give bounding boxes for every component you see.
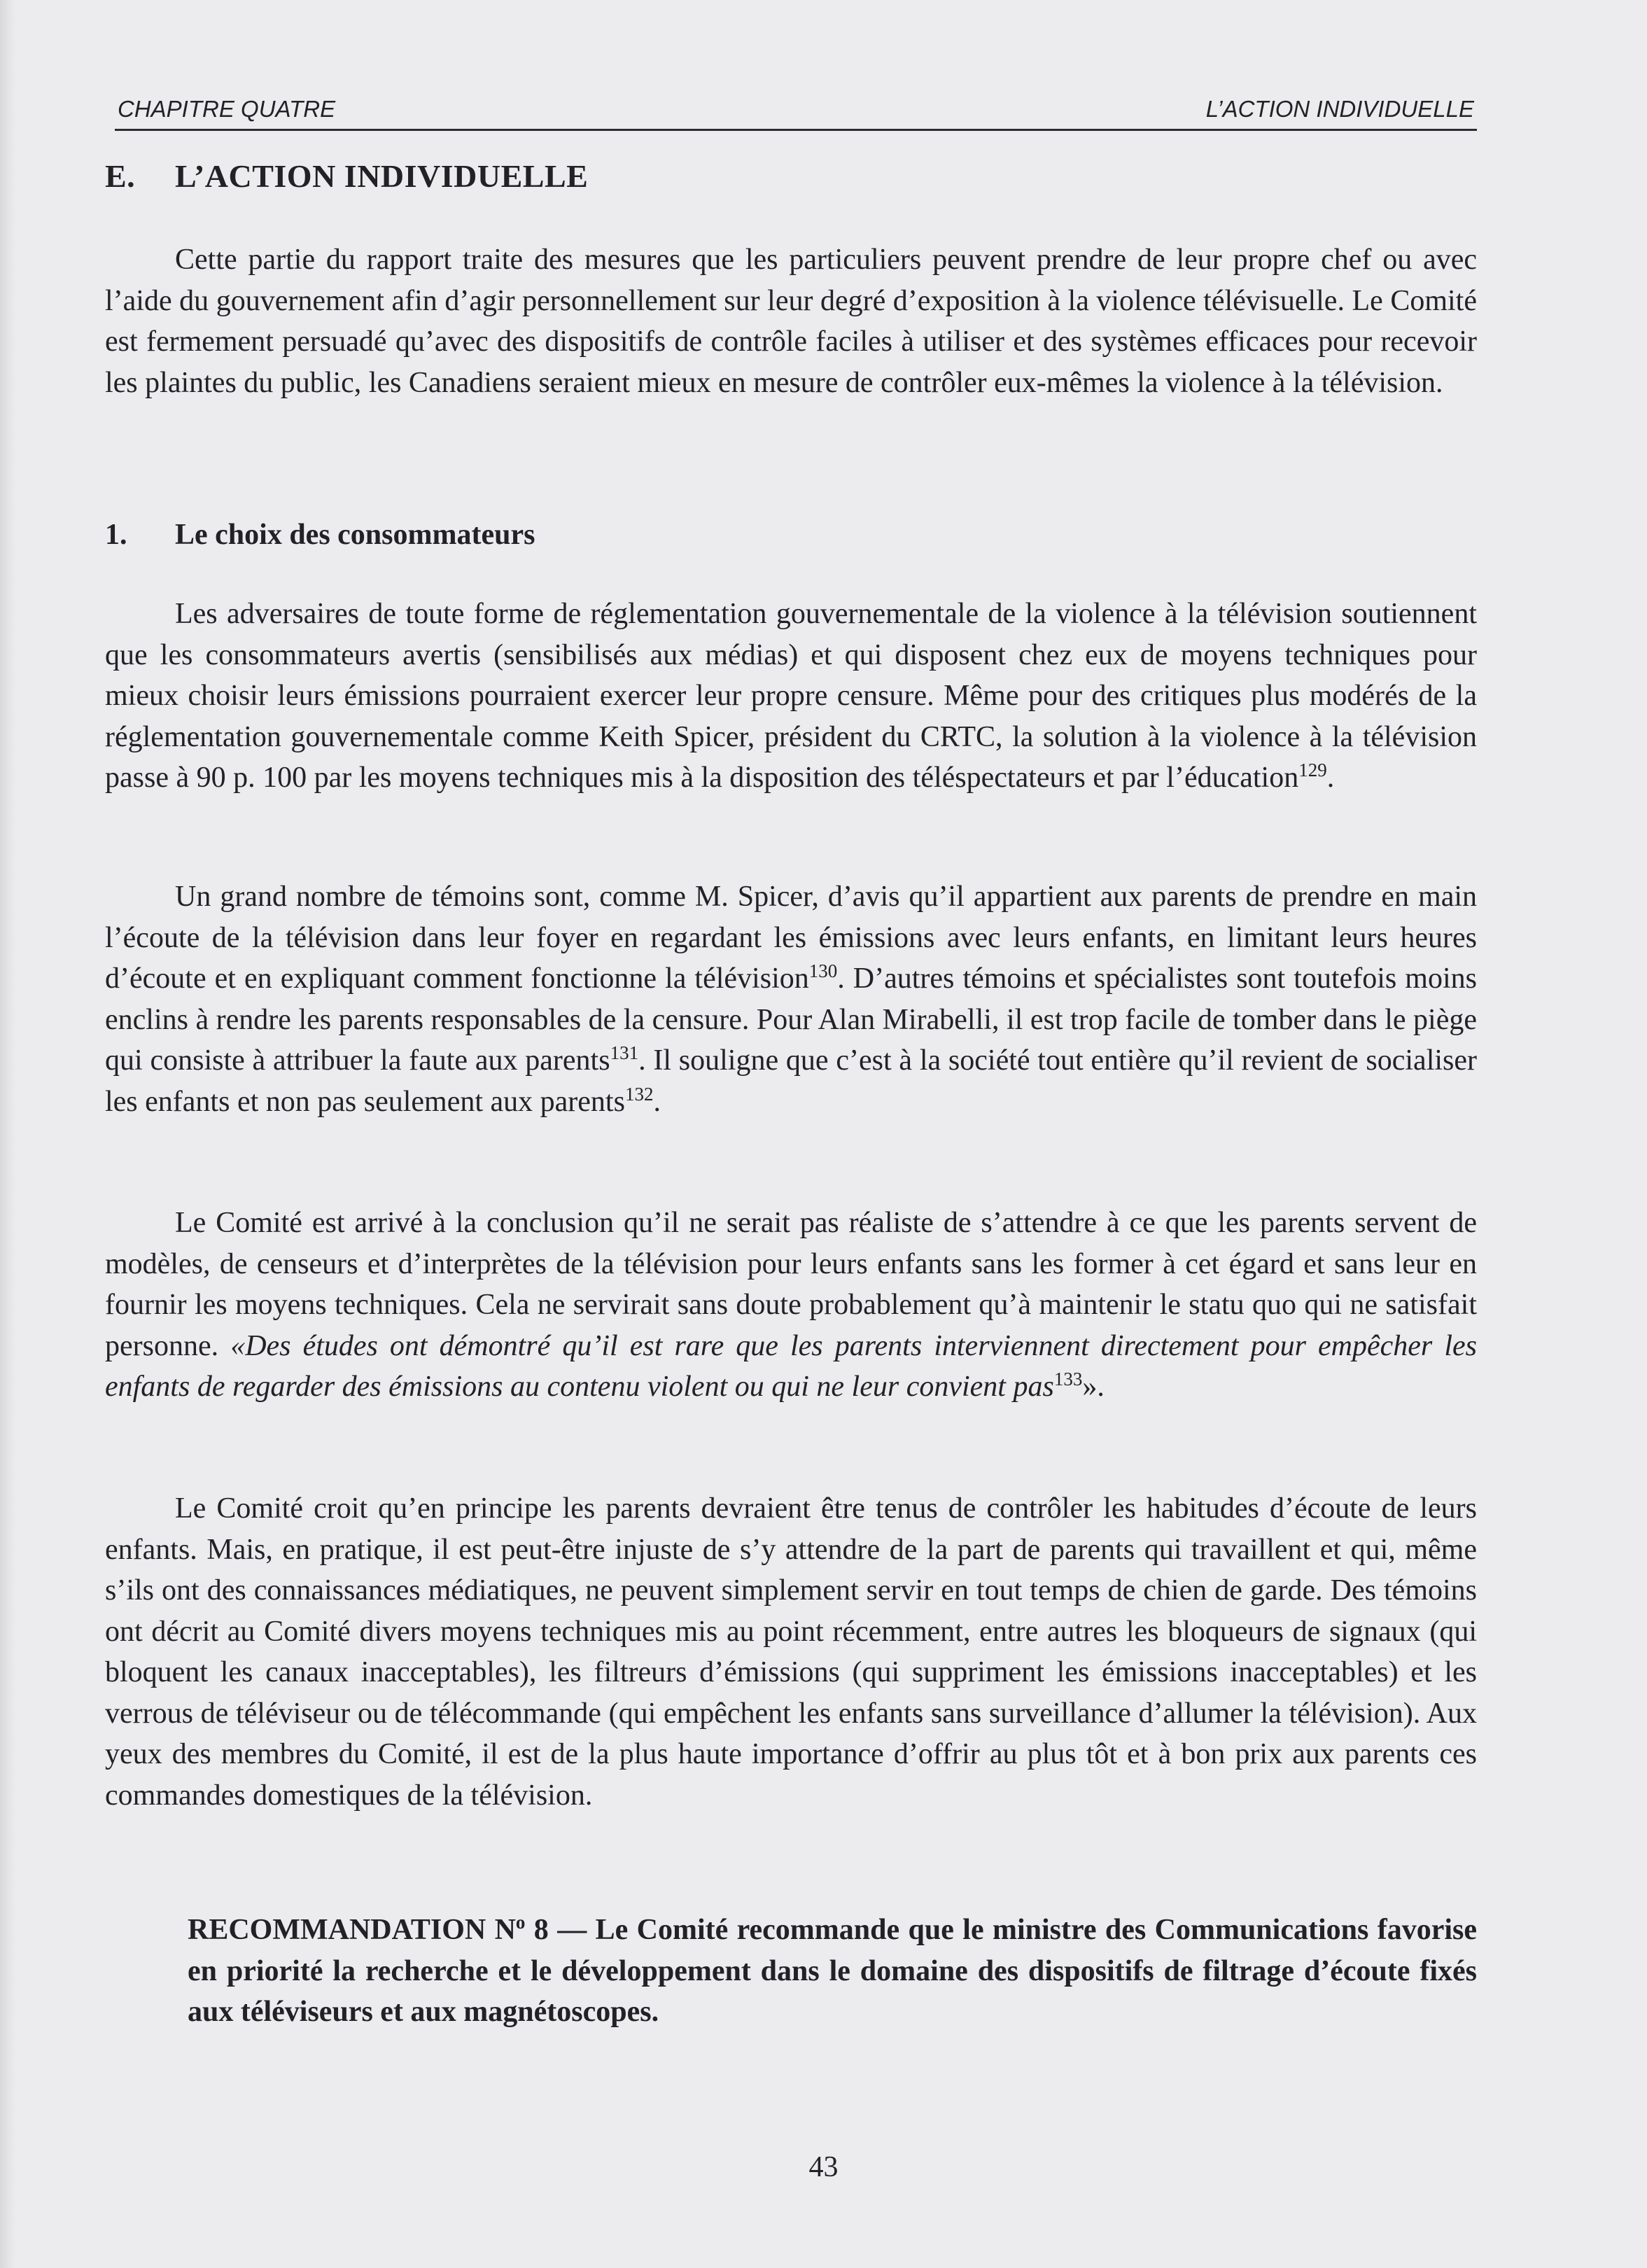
intro-paragraph [105, 239, 1477, 403]
paragraph-text: Le Comité est arrivé à la conclusion qu’il ne serait pas réaliste de s’attendre à ce que les parents servent de modèles, de censeurs et d’interprètes de la télévision pour leurs enfants sans les former à cet égard et sans leur en fournir les moyens techniques. Cela ne servirait sans doute probablement qu’à maintenir le statu quo qui ne satisfait personne. [105, 1207, 1477, 1362]
running-header-section: L’ACTION INDIVIDUELLE [1205, 96, 1474, 122]
subsection-heading [105, 515, 535, 554]
running-header-chapter: CHAPITRE QUATRE [118, 96, 336, 122]
paragraph-end: ». [1082, 1371, 1105, 1403]
paragraph-witnesses [105, 876, 1477, 1122]
intro-text: Cette partie du rapport traite des mesures que les particuliers peuvent prendre de leur propre chef ou avec l’aide du gouvernement afin d’agir personnellement sur leur degré d’exposition à la violence télévisuelle. Le Comité est fermement persuadé qu’avec des dispositifs de contrôle faciles à utiliser et des systèmes efficaces pour recevoir les plaintes du public, les Canadiens seraient mieux en mesure de contrôler eux-mêmes la violence à la télévision. [105, 244, 1477, 399]
paragraph-principle [105, 1488, 1477, 1816]
paragraph-end: . [1326, 762, 1335, 794]
footnote-ref: 131 [610, 1042, 639, 1063]
recommendation-box [188, 1910, 1477, 2033]
subsection-number: 1. [105, 519, 127, 551]
paragraph-text: Les adversaires de toute forme de réglementation gouvernementale de la violence à la télévision soutiennent que les consommateurs avertis (sensibilisés aux médias) et qui disposent chez eux de moyens techniques pour mieux choisir leurs émissions pourraient exercer leur propre censure. Même pour des critiques plus modérés de la réglementation gouvernementale comme Keith Spicer, président du CRTC, la solution à la violence à la télévision passe à 90 p. 100 par les moyens techniques mis à la disposition des téléspectateurs et par l’éducation [105, 598, 1477, 794]
recommendation-text: Le Comité recommande que le ministre des Communications favorise en priorité la recherche et le développement dans le domaine des dispositifs de filtrage d’écoute fixés aux téléviseurs et aux magnétoscopes. [188, 1914, 1477, 2028]
paragraph-consumers [105, 594, 1477, 799]
paragraph-end: . [653, 1085, 661, 1118]
page-number: 43 [808, 2151, 839, 2183]
section-heading [105, 155, 588, 197]
paragraph-text: . D’autres témoins et spécialistes sont toutefois moins enclins à rendre les parents responsables de la censure. Pour Alan Mirabelli, il est trop facile de tomber dans le piège qui consiste à attribuer la faute aux parents [105, 962, 1477, 1077]
footnote-ref: 129 [1298, 760, 1327, 780]
subsection-title: Le choix des consommateurs [175, 519, 535, 551]
paragraph-text: Le Comité croit qu’en principe les parents devraient être tenus de contrôler les habitudes d’écoute de leurs enfants. Mais, en pratique, il est peut-être injuste de s’y attendre de la part de parents qui travaillent et qui, même s’ils ont des connaissances médiatiques, ne peuvent simplement servir en tout temps de chien de garde. Des témoins ont décrit au Comité divers moyens techniques mis au point récemment, entre autres les bloqueurs de signaux (qui bloquent les canaux inacceptables), les filtreurs d’émissions (qui suppriment les émissions inacceptables) et les verrous de téléviseur ou de télécommande (qui empêchent les enfants sans surveillance d’allumer la télévision). Aux yeux des membres du Comité, il est de la plus haute importance d’offrir au plus tôt et à bon prix aux parents ces commandes domestiques de la télévision. [105, 1492, 1477, 1812]
footnote-ref: 133 [1053, 1368, 1083, 1390]
page-edge-shadow [0, 0, 15, 2268]
section-title: L’ACTION INDIVIDUELLE [175, 158, 589, 194]
running-header [115, 92, 1477, 131]
paragraph-conclusion [105, 1203, 1477, 1408]
recommendation-ordinal: o [515, 1912, 526, 1933]
section-letter: E. [105, 158, 136, 194]
recommendation-number: 8 — [525, 1914, 596, 1946]
paragraph-text: . Il souligne que c’est à la société tout entière qu’il revient de socialiser les enfants et non pas seulement aux parents [105, 1044, 1478, 1118]
paragraph-quote: «Des études ont démontré qu’il est rare que les parents interviennent directement pour empêcher les enfants de regarder des émissions au contenu violent ou qui ne leur convient pas [105, 1329, 1477, 1403]
recommendation-label: RECOMMANDATION N [188, 1914, 516, 1946]
footnote-ref: 132 [624, 1083, 654, 1105]
paragraph-text: Un grand nombre de témoins sont, comme M. Spicer, d’avis qu’il appartient aux parents de prendre en main l’écoute de la télévision dans leur foyer en regardant les émissions avec leurs enfants, en limitant leurs heures d’écoute et en expliquant comment fonctionne la télévision [105, 881, 1477, 995]
footnote-ref: 130 [808, 960, 838, 981]
